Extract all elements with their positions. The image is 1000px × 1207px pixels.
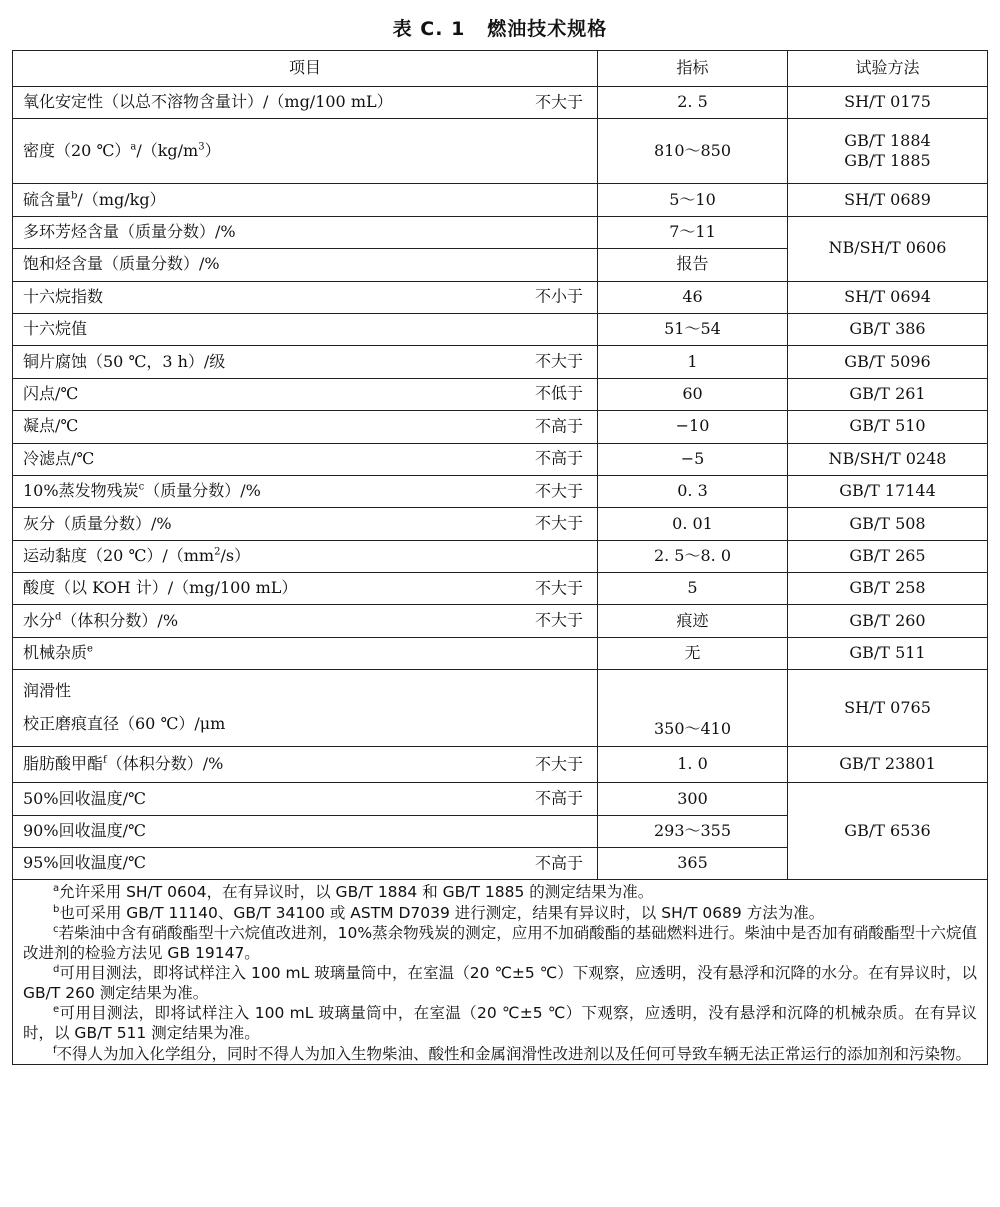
header-item: 项目 <box>13 51 598 87</box>
row-method: GB/T 17144 <box>788 475 988 507</box>
row-method: SH/T 0765 <box>788 670 988 747</box>
row-item: 铜片腐蚀（50 ℃，3 h）/级 不大于 <box>13 346 598 378</box>
row-item: 氧化安定性（以总不溶物含量计）/（mg/100 mL） 不大于 <box>13 87 598 119</box>
row-item: 凝点/℃ 不高于 <box>13 411 598 443</box>
row-method: GB/T 23801 <box>788 747 988 783</box>
row-method: SH/T 0175 <box>788 87 988 119</box>
row-method: GB/T 508 <box>788 508 988 540</box>
row-item: 硫含量$^b$/（mg/kg） <box>13 184 598 216</box>
footnote-a: $^a$允许采用 SH/T 0604，在有异议时，以 GB/T 1884 和 GB/T 1885 的测定结果为准。 <box>53 883 654 902</box>
footnotes <box>13 880 988 1064</box>
row-method: GB/T 5096 <box>788 346 988 378</box>
row-method: GB/T 386 <box>788 313 988 345</box>
table-row <box>13 508 988 540</box>
row-value: 350～410 <box>598 670 788 747</box>
table-row <box>13 281 988 313</box>
row-item: 10%蒸发物残炭$^c$（质量分数）/% 不大于 <box>13 475 598 507</box>
table-row <box>13 475 988 507</box>
row-method: GB/T 511 <box>788 637 988 669</box>
table-row <box>13 605 988 637</box>
row-item: 运动黏度（20 $℃)/(mm^2/s)$ <box>13 540 598 572</box>
row-condition: 不高于 <box>534 788 583 808</box>
table-title-text: 燃油技术规格 <box>487 18 608 40</box>
row-value: 810～850 <box>598 119 788 184</box>
footnotes-row <box>13 880 988 1064</box>
row-item: 脂肪酸甲酯$^f$（体积分数）/% 不大于 <box>13 747 598 783</box>
row-condition: 不大于 <box>534 92 583 112</box>
row-item: 多环芳烃含量（质量分数）/% <box>13 216 598 248</box>
row-item: 酸度（以 KOH 计）/（mg/100 mL） 不大于 <box>13 573 598 605</box>
row-method: GB/T 258 <box>788 573 988 605</box>
row-condition: 不大于 <box>534 754 583 774</box>
row-value: 报告 <box>598 249 788 281</box>
row-item: 润滑性 校正磨痕直径（60 ℃）/μm <box>13 670 598 747</box>
row-value: −10 <box>598 411 788 443</box>
footnote-b: $^b$也可采用 GB/T 11140、GB/T 34100 或 ASTM D7039 进行测定，结果有异议时，以 SH/T 0689 方法为准。 <box>53 903 825 922</box>
row-value: 0. 3 <box>598 475 788 507</box>
row-value: 60 <box>598 378 788 410</box>
row-value: 2. 5～8. 0 <box>598 540 788 572</box>
table-row <box>13 378 988 410</box>
row-value: 51～54 <box>598 313 788 345</box>
table-row <box>13 346 988 378</box>
table-header-row <box>13 51 988 87</box>
row-method: SH/T 0694 <box>788 281 988 313</box>
row-method: GB/T 1884 GB/T 1885 <box>788 119 988 184</box>
table-row <box>13 670 988 747</box>
row-condition: 不大于 <box>534 351 583 371</box>
table-row <box>13 313 988 345</box>
table-title <box>0 14 1000 41</box>
row-method: GB/T 265 <box>788 540 988 572</box>
row-value: 1. 0 <box>598 747 788 783</box>
row-item: 90%回收温度/℃ <box>13 815 598 847</box>
header-value: 指标 <box>598 51 788 87</box>
footnote-e: $^e$可用目测法，即将试样注入 100 mL 玻璃量筒中，在室温（20 ℃±5 ℃）下观察，应透明，没有悬浮和沉降的机械杂质。在有异议时，以 GB/T 511 测定结果为准。 <box>23 1004 977 1043</box>
table-row <box>13 637 988 669</box>
row-item: 十六烷指数 不小于 <box>13 281 598 313</box>
row-value: −5 <box>598 443 788 475</box>
row-item: 十六烷值 <box>13 313 598 345</box>
row-value: 7～11 <box>598 216 788 248</box>
row-condition: 不高于 <box>534 448 583 468</box>
table-row <box>13 443 988 475</box>
row-value: 293～355 <box>598 815 788 847</box>
row-condition: 不大于 <box>534 481 583 501</box>
row-value: 5 <box>598 573 788 605</box>
row-value: 365 <box>598 848 788 880</box>
row-item: 密度（20 $℃)^a/(kg/m^3)$ <box>13 119 598 184</box>
header-method: 试验方法 <box>788 51 988 87</box>
table-row <box>13 747 988 783</box>
footnote-d: $^d$可用目测法，即将试样注入 100 mL 玻璃量筒中，在室温（20 ℃±5 ℃）下观察，应透明，没有悬浮和沉降的水分。在有异议时，以 GB/T 260 测定结果为准。 <box>23 963 977 1003</box>
row-method: GB/T 510 <box>788 411 988 443</box>
row-value: 46 <box>598 281 788 313</box>
row-value: 2. 5 <box>598 87 788 119</box>
row-value: 痕迹 <box>598 605 788 637</box>
footnote-c: $^c$若柴油中含有硝酸酯型十六烷值改进剂，10%蒸余物残炭的测定，应用不加硝酸酯的基础燃料进行。柴油中是否加有硝酸酯型十六烷值改进剂的检验方法见 GB 19147。 <box>23 923 977 962</box>
table-row <box>13 87 988 119</box>
row-condition: 不大于 <box>534 610 583 630</box>
row-item: 冷滤点/℃ 不高于 <box>13 443 598 475</box>
fuel-spec-table <box>12 50 988 1065</box>
table-row <box>13 216 988 248</box>
table-number: 表 C. 1 <box>392 18 466 40</box>
row-item: 50%回收温度/℃ 不高于 <box>13 783 598 815</box>
row-value: 5～10 <box>598 184 788 216</box>
row-item: 95%回收温度/℃ 不高于 <box>13 848 598 880</box>
row-condition: 不大于 <box>534 513 583 533</box>
row-value: 300 <box>598 783 788 815</box>
table-row <box>13 184 988 216</box>
row-condition: 不高于 <box>534 853 583 873</box>
footnote-f: $^f$不得人为加入化学组分，同时不得人为加入生物柴油、酸性和金属润滑性改进剂以及任何可导致车辆无法正常运行的添加剂和污染物。 <box>53 1044 972 1063</box>
table-row <box>13 573 988 605</box>
row-method: GB/T 6536 <box>788 783 988 880</box>
row-method: GB/T 261 <box>788 378 988 410</box>
row-condition: 不大于 <box>534 578 583 598</box>
table-row <box>13 411 988 443</box>
table-row <box>13 540 988 572</box>
table-row <box>13 119 988 184</box>
row-condition: 不小于 <box>534 286 583 306</box>
row-item: 闪点/℃ 不低于 <box>13 378 598 410</box>
row-method: NB/SH/T 0606 <box>788 216 988 281</box>
row-method: NB/SH/T 0248 <box>788 443 988 475</box>
row-item: 灰分（质量分数）/% 不大于 <box>13 508 598 540</box>
row-item: 机械杂质$^e$ <box>13 637 598 669</box>
table-row <box>13 783 988 815</box>
row-item: 饱和烃含量（质量分数）/% <box>13 249 598 281</box>
row-method: SH/T 0689 <box>788 184 988 216</box>
row-value: 0. 01 <box>598 508 788 540</box>
row-condition: 不高于 <box>534 416 583 436</box>
row-value: 无 <box>598 637 788 669</box>
row-item: 水分$^d$（体积分数）/% 不大于 <box>13 605 598 637</box>
row-condition: 不低于 <box>534 384 583 404</box>
row-method: GB/T 260 <box>788 605 988 637</box>
row-value: 1 <box>598 346 788 378</box>
